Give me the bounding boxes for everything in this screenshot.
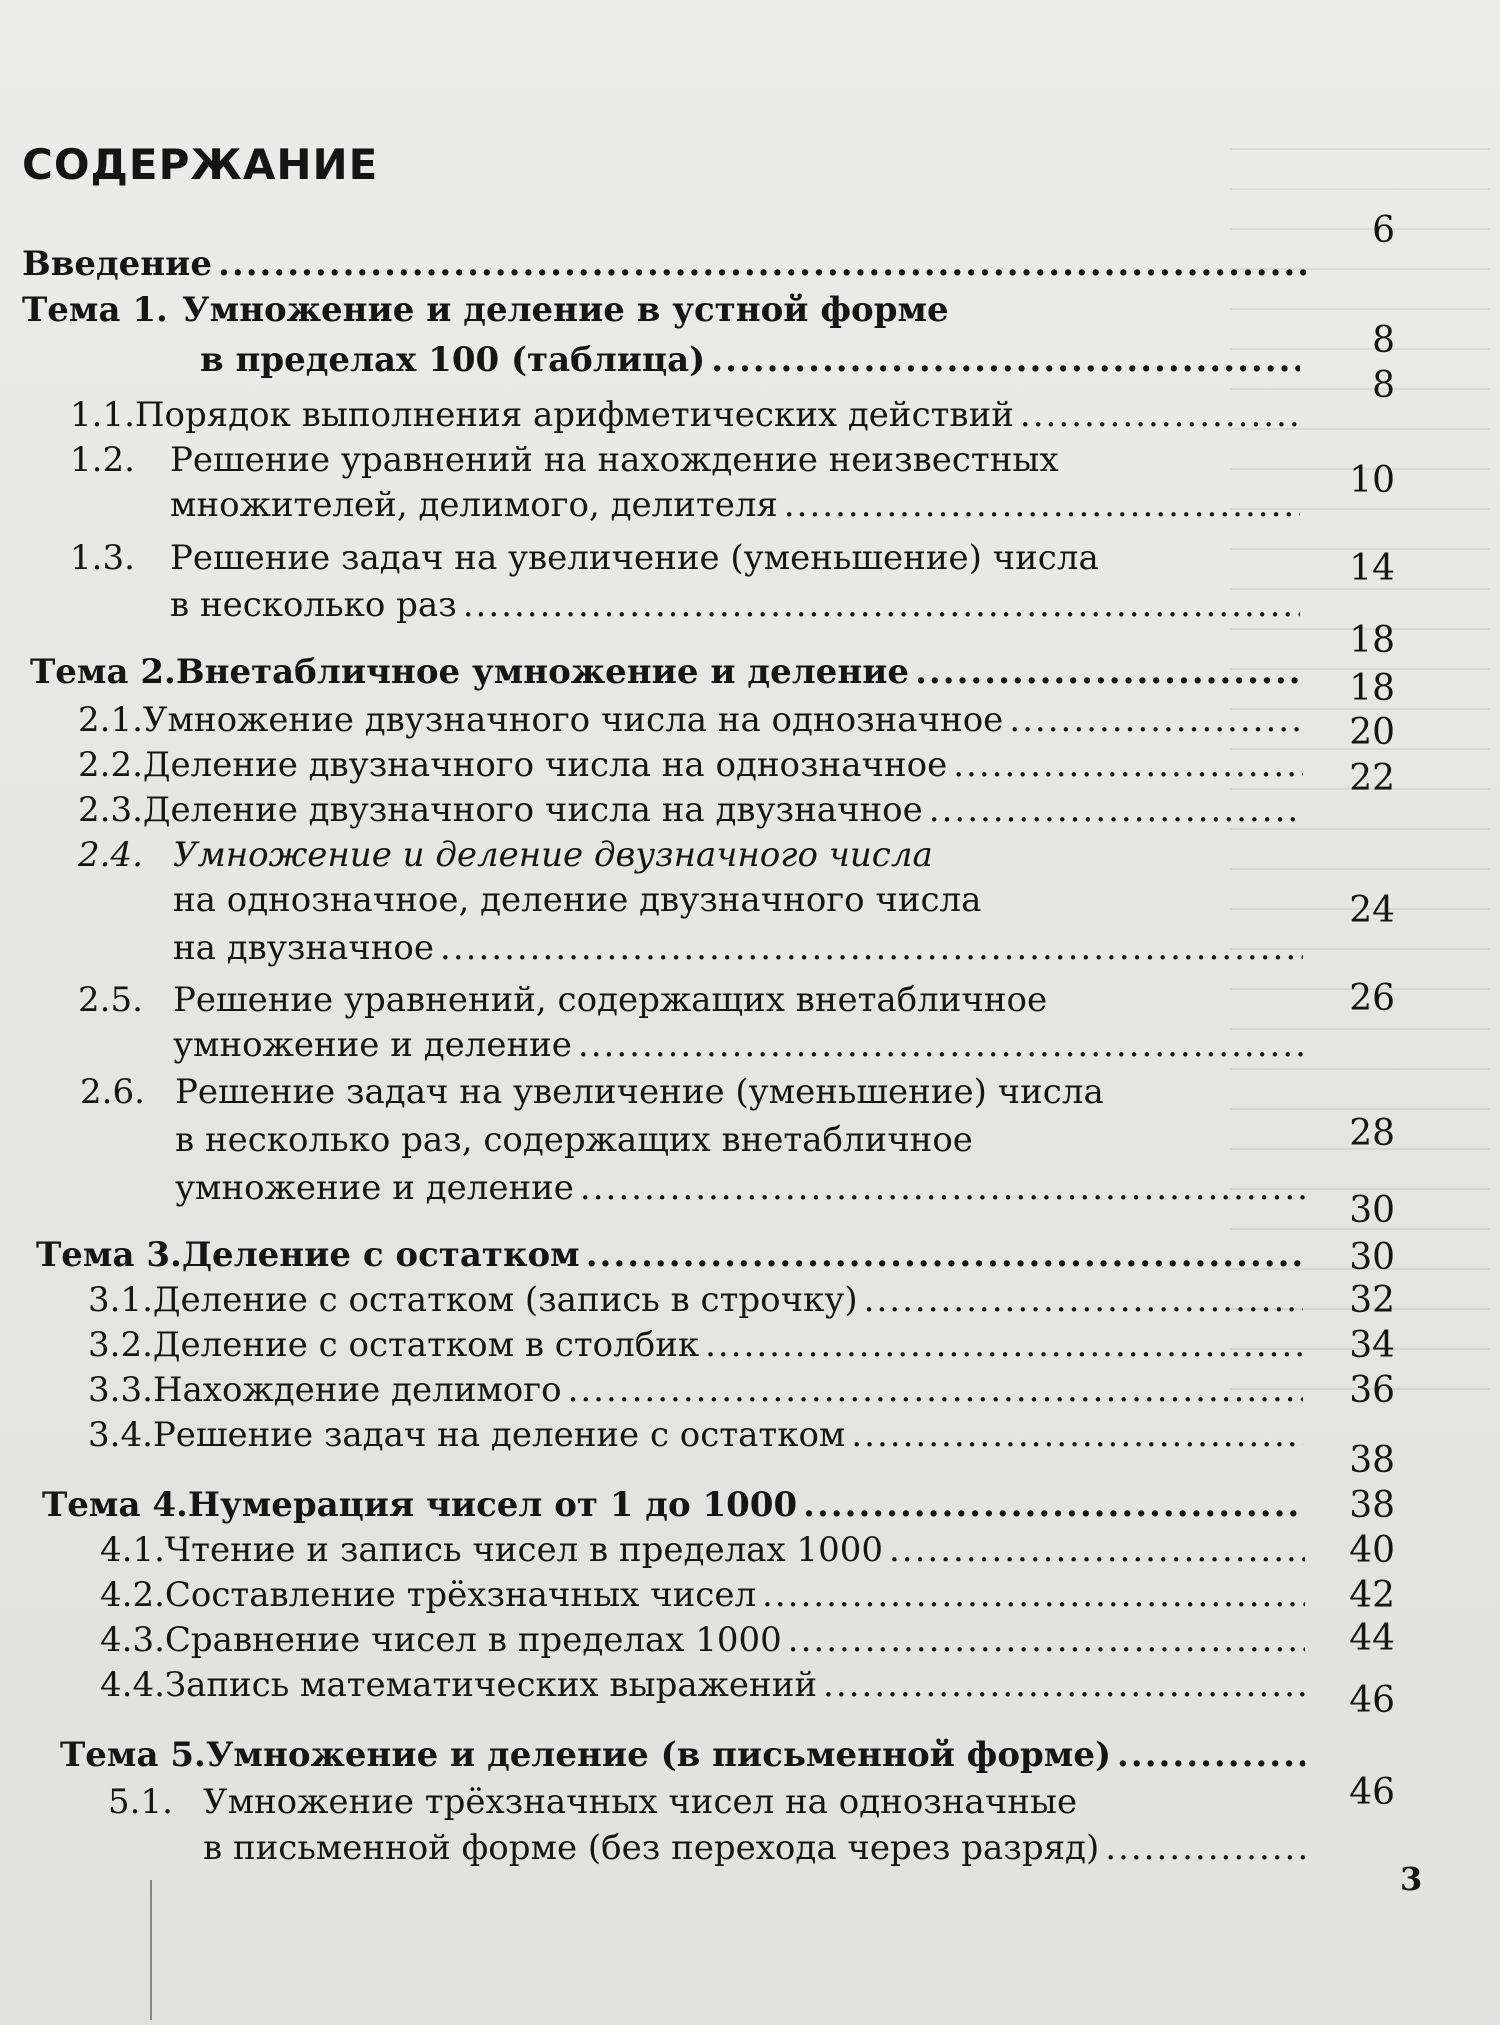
leader-dots	[784, 485, 1300, 525]
entry-title: Сравнение чисел в пределах 1000	[164, 1620, 782, 1660]
entry-title-cont: в несколько раз, содержащих внетабличное	[175, 1120, 973, 1160]
leader-dots	[915, 652, 1300, 692]
leader-dots	[929, 790, 1303, 830]
toc-line	[30, 652, 1300, 692]
page-number: 44	[1349, 1618, 1395, 1659]
entry-title: Нумерация чисел от 1 до 1000	[187, 1485, 798, 1525]
toc-line	[175, 1168, 1305, 1208]
page-number: 22	[1349, 758, 1395, 799]
toc-line	[88, 1280, 1303, 1320]
leader-dots	[578, 1025, 1303, 1065]
entry-title: Чтение и запись чисел в пределах 1000	[164, 1530, 883, 1570]
margin-pencil-mark	[150, 1880, 152, 2020]
entry-title: Нахождение делимого	[152, 1370, 562, 1410]
entry-title: Решение задач на увеличение (уменьшение) числа	[170, 538, 1099, 578]
entry-number: 4.2.	[100, 1575, 165, 1615]
toc-line	[78, 980, 1047, 1020]
entry-title: Внетабличное умножение и деление	[175, 652, 910, 692]
page-number: 40	[1349, 1530, 1395, 1571]
toc-line	[173, 928, 1303, 968]
page-number: 32	[1349, 1280, 1395, 1321]
toc-line	[88, 1370, 1303, 1410]
toc-line	[70, 440, 1059, 480]
toc-line	[22, 290, 949, 330]
entry-title-cont: в письменной форме (без перехода через разряд)	[203, 1828, 1100, 1868]
entry-number: 2.4.	[78, 835, 143, 875]
toc-line	[100, 1665, 1305, 1705]
entry-number: 2.6.	[80, 1072, 145, 1112]
entry-number: 4.1.	[100, 1530, 165, 1570]
leader-dots	[580, 1168, 1305, 1208]
entry-title-cont: умножение и деление	[175, 1168, 574, 1208]
toc-line	[108, 1782, 1077, 1822]
leader-dots	[1009, 700, 1303, 740]
toc-line	[170, 485, 1300, 525]
leader-dots	[440, 928, 1303, 968]
entry-title: Умножение двузначного числа на однозначное	[142, 700, 1004, 740]
entry-title-cont: в пределах 100 (таблица)	[200, 340, 706, 380]
entry-title: Запись математических выражений	[164, 1665, 818, 1705]
leader-dots	[705, 1325, 1303, 1365]
entry-number: 2.2.	[78, 745, 143, 785]
entry-number: 3.4.	[88, 1415, 153, 1455]
toc-line	[78, 835, 933, 875]
entry-title-cont: на однозначное, деление двузначного числа	[173, 880, 982, 920]
entry-number: Тема 5.	[60, 1735, 206, 1775]
entry-title: Решение задач на деление с остатком	[152, 1415, 846, 1455]
page-number: 38	[1349, 1440, 1395, 1481]
entry-number: 1.1.	[70, 395, 135, 435]
leader-dots	[851, 1415, 1303, 1455]
toc-line	[78, 700, 1303, 740]
leader-dots	[586, 1235, 1301, 1275]
entry-title: Умножение и деление (в письменной форме)	[205, 1735, 1112, 1775]
leader-dots	[1105, 1828, 1308, 1868]
leader-dots	[803, 1485, 1302, 1525]
toc-line	[78, 745, 1303, 785]
leader-dots	[1020, 395, 1300, 435]
toc-line	[60, 1735, 1305, 1775]
entry-number: Тема 4.	[42, 1485, 188, 1525]
page-number: 34	[1349, 1325, 1395, 1366]
page-number: 38	[1349, 1485, 1395, 1526]
entry-title-cont: умножение и деление	[173, 1025, 572, 1065]
entry-number: Тема 1.	[22, 290, 168, 330]
page-number: 46	[1349, 1680, 1395, 1721]
page-number: 30	[1349, 1237, 1395, 1278]
toc-line	[70, 395, 1300, 435]
entry-title: Порядок выполнения арифметических действий	[134, 395, 1014, 435]
page-number: 10	[1349, 460, 1395, 501]
entry-title-cont: в несколько раз	[170, 585, 457, 625]
entry-number: Тема 3.	[36, 1235, 182, 1275]
page-number: 46	[1349, 1772, 1395, 1813]
entry-number: 4.4.	[100, 1665, 165, 1705]
entry-number: 1.2.	[70, 440, 135, 480]
page-number: 20	[1349, 712, 1395, 753]
entry-number: 4.3.	[100, 1620, 165, 1660]
page-number: 18	[1349, 668, 1395, 709]
entry-number: 1.3.	[70, 538, 135, 578]
toc-line	[170, 585, 1300, 625]
leader-dots	[218, 244, 1312, 284]
entry-title: Умножение и деление двузначного числа	[173, 835, 933, 875]
page-number: 24	[1349, 890, 1395, 931]
folio-page-number: 3	[1400, 1860, 1423, 1898]
leader-dots	[568, 1370, 1303, 1410]
entry-title: Составление трёхзначных чисел	[164, 1575, 757, 1615]
page-number: 30	[1349, 1190, 1395, 1231]
toc-line	[36, 1235, 1301, 1275]
leader-dots	[864, 1280, 1303, 1320]
entry-title-cont: множителей, делимого, делителя	[170, 485, 778, 525]
leader-dots	[463, 585, 1300, 625]
toc-line	[100, 1530, 1305, 1570]
page-number: 6	[1372, 210, 1395, 251]
entry-number: 5.1.	[108, 1782, 173, 1822]
leader-dots	[711, 340, 1300, 380]
toc-line	[100, 1575, 1305, 1615]
toc-line	[22, 244, 1312, 284]
entry-number: 3.3.	[88, 1370, 153, 1410]
page-number: 26	[1349, 978, 1395, 1019]
toc-line	[173, 880, 981, 920]
entry-title: Умножение и деление в устной форме	[182, 290, 949, 330]
entry-title: Решение уравнений, содержащих внетабличное	[173, 980, 1048, 1020]
leader-dots	[823, 1665, 1305, 1705]
toc-line	[200, 340, 1300, 380]
leader-dots	[889, 1530, 1305, 1570]
leader-dots	[788, 1620, 1305, 1660]
page-number: 28	[1349, 1113, 1395, 1154]
leader-dots	[762, 1575, 1305, 1615]
page-title: СОДЕРЖАНИЕ	[22, 140, 379, 189]
toc-line	[80, 1072, 1104, 1112]
page-number: 36	[1349, 1370, 1395, 1411]
entry-title: Деление с остатком (запись в строчку)	[152, 1280, 858, 1320]
toc-line	[70, 538, 1099, 578]
page-number: 8	[1372, 320, 1395, 361]
entry-title: Деление с остатком	[181, 1235, 580, 1275]
toc-line	[100, 1620, 1305, 1660]
page-number: 14	[1349, 548, 1395, 589]
entry-title-cont: на двузначное	[173, 928, 435, 968]
page-number: 8	[1372, 365, 1395, 406]
entry-title: Умножение трёхзначных чисел на однозначные	[203, 1782, 1078, 1822]
toc-line	[88, 1415, 1303, 1455]
toc-line	[203, 1828, 1308, 1868]
entry-number: 3.1.	[88, 1280, 153, 1320]
entry-number: 3.2.	[88, 1325, 153, 1365]
entry-title: Решение уравнений на нахождение неизвестных	[170, 440, 1059, 480]
entry-number: 2.5.	[78, 980, 143, 1020]
entry-title: Решение задач на увеличение (уменьшение) числа	[175, 1072, 1104, 1112]
toc-line	[42, 1485, 1302, 1525]
entry-title: Деление с остатком в столбик	[152, 1325, 700, 1365]
entry-number: 2.3.	[78, 790, 143, 830]
toc-line	[88, 1325, 1303, 1365]
toc-line	[175, 1120, 973, 1160]
entry-number: Тема 2.	[30, 652, 176, 692]
page-number: 18	[1349, 620, 1395, 661]
entry-title: Деление двузначного числа на двузначное	[142, 790, 923, 830]
entry-number: 2.1.	[78, 700, 143, 740]
leader-dots	[953, 745, 1303, 785]
toc-line	[78, 790, 1303, 830]
entry-title: Деление двузначного числа на однозначное	[142, 745, 948, 785]
toc-line	[173, 1025, 1303, 1065]
entry-title: Введение	[22, 244, 213, 284]
leader-dots	[1117, 1735, 1305, 1775]
page-number: 42	[1349, 1575, 1395, 1616]
